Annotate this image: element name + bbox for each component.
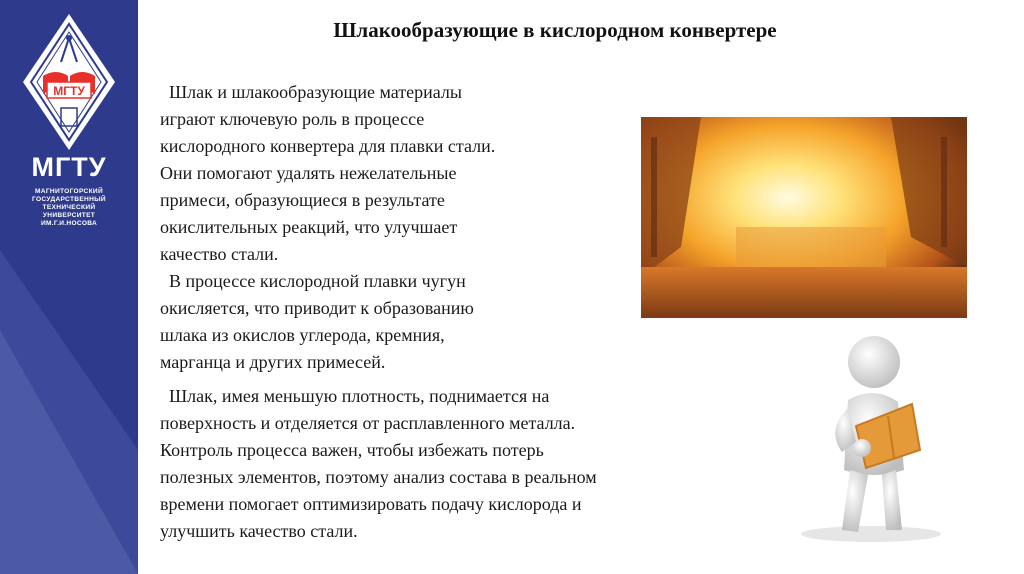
text-line: играют ключевую роль в процессе xyxy=(160,109,425,129)
text-line: поверхность и отделяется от расплавленного металла. xyxy=(160,413,576,433)
text-line: В процессе кислородной плавки чугун xyxy=(160,271,466,291)
university-line: ТЕХНИЧЕСКИЙ xyxy=(42,204,96,211)
text-line: качество стали. xyxy=(160,244,279,264)
text-line: полезных элементов, поэтому анализ состава в реальном xyxy=(160,467,597,487)
text-line: кислородного конвертера для плавки стали. xyxy=(160,136,496,156)
text-line: времени помогает оптимизировать подачу кислорода и xyxy=(160,494,582,514)
text-line: примеси, образующиеся в результате xyxy=(160,190,445,210)
text-line: марганца и других примесей. xyxy=(160,352,386,372)
reading-person-figure xyxy=(786,330,966,545)
text-line: Они помогают удалять нежелательные xyxy=(160,163,457,183)
molten-steel-photo xyxy=(641,117,967,318)
text-line: Шлак и шлакообразующие материалы xyxy=(160,82,462,102)
logo-text: МГТУ xyxy=(53,84,85,98)
university-logo xyxy=(21,12,117,152)
paragraph-2 xyxy=(160,383,730,545)
university-name xyxy=(0,188,138,228)
university-line: УНИВЕРСИТЕТ xyxy=(42,212,96,219)
university-line: ИМ.Г.И.НОСОВА xyxy=(40,220,98,227)
university-line: МАГНИТОГОРСКИЙ xyxy=(35,188,103,195)
university-line: ГОСУДАРСТВЕННЫЙ xyxy=(32,196,106,203)
text-line: окислительных реакций, что улучшает xyxy=(160,217,458,237)
text-line: улучшить качество стали. xyxy=(160,521,358,541)
sidebar xyxy=(0,0,138,574)
text-line: шлака из окислов углерода, кремния, xyxy=(160,325,445,345)
text-line: Шлак, имея меньшую плотность, поднимается на xyxy=(160,386,550,406)
text-line: окисляется, что приводит к образованию xyxy=(160,298,474,318)
slide-title: Шлакообразующие в кислородном конвертере xyxy=(333,18,777,42)
brand-name: МГТУ xyxy=(31,152,107,182)
paragraph-1 xyxy=(160,79,610,376)
text-line: Контроль процесса важен, чтобы избежать потерь xyxy=(160,440,544,460)
